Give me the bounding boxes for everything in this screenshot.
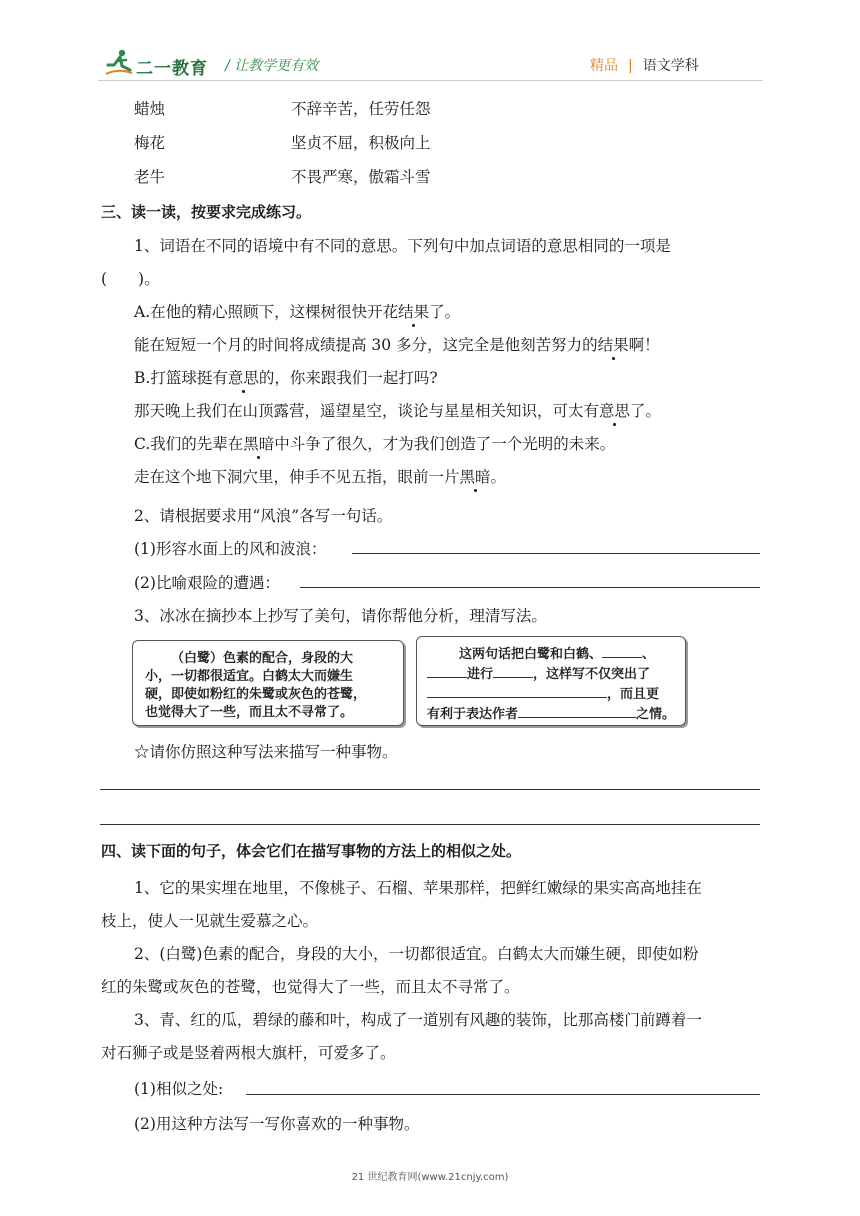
analysis-box bbox=[416, 636, 686, 726]
question-text: (1)相似之处: bbox=[134, 1080, 224, 1098]
text: 能在短短一个月的时间将成绩提高 30 多分，这完全是他刻苦努力的 bbox=[134, 336, 598, 354]
fill-blank[interactable] bbox=[427, 663, 467, 678]
text: 了。 bbox=[429, 303, 461, 321]
fill-blank[interactable] bbox=[493, 663, 533, 678]
text: 这两句话把白鹭和白鹤、 bbox=[459, 647, 603, 662]
answer-line[interactable] bbox=[100, 789, 760, 790]
page-footer: 21 世纪教育网(www.21cnjy.com) bbox=[351, 1172, 509, 1183]
header-tag: 精品 bbox=[590, 58, 618, 74]
match-right-item: 不辞辛苦，任劳任怨 bbox=[291, 100, 431, 118]
text: ，而且更 bbox=[607, 687, 660, 702]
logo-text: 二一教育 bbox=[136, 59, 208, 79]
paragraph-line: 2、(白鹭)色素的配合，身段的大小，一切都很适宜。白鹤太大而嫌生硬，即使如粉 bbox=[134, 945, 699, 963]
header-subject-name: 语文学科 bbox=[642, 58, 699, 74]
fill-blank[interactable] bbox=[602, 643, 642, 658]
option-a-line1 bbox=[134, 300, 460, 322]
paragraph-line: 对石狮子或是竖着两根大旗杆，可爱多了。 bbox=[101, 1044, 396, 1062]
paragraph-line: 1、它的果实埋在地里，不像桃子、石榴、苹果那样，把鲜红嫩绿的果实高高地挂在 bbox=[134, 879, 702, 897]
dotted-word: 结果 bbox=[598, 333, 629, 355]
site-logo bbox=[104, 48, 222, 80]
text: B.打篮球挺有 bbox=[134, 369, 228, 387]
paragraph-line: 枝上，使人一见就生爱慕之心。 bbox=[101, 912, 319, 930]
text: 那天晚上我们在山顶露营，遥望星空，谈论与星星相关知识，可太有 bbox=[134, 402, 600, 420]
answer-blank[interactable] bbox=[352, 553, 760, 554]
paragraph-line: 3、青、红的瓜，碧绿的藤和叶，构成了一道别有风趣的装饰，比那高楼门前蹲着一 bbox=[134, 1011, 702, 1029]
option-b-line1 bbox=[134, 366, 438, 388]
quote-line: 也觉得大了一些，而且太不寻常了。 bbox=[145, 705, 354, 720]
text: 中斗争了很久，才为我们创造了一个光明的未来。 bbox=[274, 435, 616, 453]
text: 的，你来跟我们一起打吗? bbox=[258, 369, 438, 387]
dotted-word: 意思 bbox=[599, 399, 630, 421]
header-divider bbox=[98, 80, 763, 81]
page-header bbox=[0, 0, 860, 80]
quote-line: 小，一切都很适宜。白鹤太大而嫌生 bbox=[145, 669, 354, 684]
dotted-word: 黑暗 bbox=[243, 432, 274, 454]
quote-line: （白鹭）色素的配合，身段的大 bbox=[171, 651, 354, 666]
question-text: 2、请根据要求用“风浪”各写一句话。 bbox=[134, 507, 393, 525]
section-title: 三、读一读，按要求完成练习。 bbox=[101, 203, 312, 221]
answer-line[interactable] bbox=[100, 824, 760, 825]
question-text: (2)比喻艰险的遭遇： bbox=[134, 574, 280, 592]
section-title: 四、读下面的句子，体会它们在描写事物的方法上的相似之处。 bbox=[101, 842, 522, 860]
dotted-word: 意思 bbox=[228, 366, 259, 388]
text: 有利于表达作者 bbox=[427, 707, 519, 722]
answer-blank[interactable] bbox=[246, 1094, 760, 1095]
analysis-line bbox=[427, 663, 650, 682]
quote-box bbox=[132, 640, 404, 726]
running-man-icon bbox=[104, 48, 134, 78]
slogan: / 让教学更有效 bbox=[225, 58, 319, 74]
quote-line: 硬，即使如粉红的朱鹭或灰色的苍鹭， bbox=[145, 687, 367, 702]
option-c-line2 bbox=[134, 465, 506, 487]
analysis-line bbox=[427, 683, 659, 702]
match-left-item: 蜡烛 bbox=[134, 100, 166, 118]
header-subject bbox=[590, 55, 699, 75]
text: 走在这个地下洞穴里，伸手不见五指，眼前一片 bbox=[134, 468, 460, 486]
option-b-line2 bbox=[134, 399, 661, 421]
header-separator: | bbox=[628, 58, 633, 74]
match-right-item: 不畏严寒，傲霜斗雪 bbox=[291, 168, 431, 186]
text: ，这样写不仅突出了 bbox=[533, 667, 651, 682]
answer-blank[interactable] bbox=[300, 587, 760, 588]
fill-blank[interactable] bbox=[518, 703, 636, 718]
fill-blank[interactable] bbox=[427, 683, 607, 698]
dotted-word: 结果 bbox=[398, 300, 429, 322]
match-right-item: 坚贞不屈，积极向上 bbox=[291, 134, 431, 152]
dotted-word: 黑暗 bbox=[460, 465, 491, 487]
option-a-line2 bbox=[134, 333, 660, 355]
text: C.我们的先辈在 bbox=[134, 435, 244, 453]
text: 之情。 bbox=[636, 707, 676, 722]
question-text: 3、冰冰在摘抄本上抄写了美句，请你帮他分析，理清写法。 bbox=[134, 607, 547, 625]
text: A.在他的精心照顾下，这棵树很快开花 bbox=[134, 303, 399, 321]
paragraph-line: 红的朱鹭或灰色的苍鹭，也觉得大了一些，而且太不寻常了。 bbox=[101, 978, 520, 996]
match-left-item: 梅花 bbox=[134, 134, 166, 152]
option-c-line1 bbox=[134, 432, 615, 454]
answer-bracket: ( )。 bbox=[101, 270, 160, 288]
analysis-line bbox=[427, 703, 675, 722]
text: 进行 bbox=[467, 667, 494, 682]
task-text: ☆请你仿照这种写法来描写一种事物。 bbox=[134, 743, 398, 761]
question-text: (1)形容水面上的风和波浪： bbox=[134, 540, 327, 558]
text: 啊！ bbox=[628, 336, 660, 354]
question-text: 1、词语在不同的语境中有不同的意思。下列句中加点词语的意思相同的一项是 bbox=[134, 237, 671, 255]
text: 、 bbox=[642, 647, 656, 662]
match-left-item: 老牛 bbox=[134, 168, 166, 186]
text: 了。 bbox=[630, 402, 662, 420]
question-text: (2)用这种方法写一写你喜欢的一种事物。 bbox=[134, 1115, 420, 1133]
text: 。 bbox=[490, 468, 507, 486]
analysis-line bbox=[459, 643, 655, 662]
